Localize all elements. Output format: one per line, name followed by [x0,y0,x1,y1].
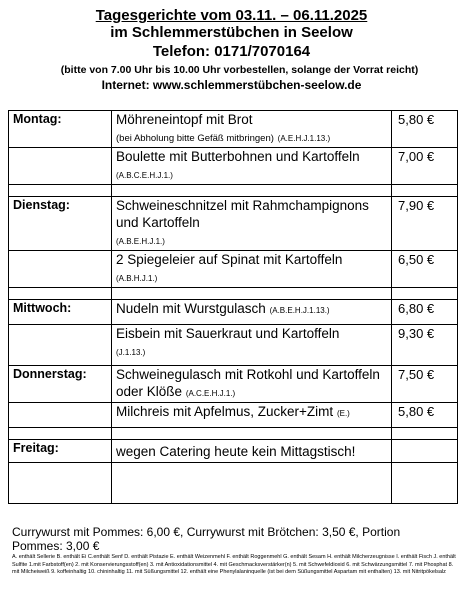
empty-cell [9,251,112,288]
extras-note: Currywurst mit Pommes: 6,00 €, Currywurst mit Brötchen: 3,50 €, Portion Pommes: 3,00 € [12,525,401,553]
spacer-row [9,428,458,440]
dish-cell [112,325,392,366]
order-note: (bitte von 7.00 Uhr bis 10.00 Uhr vorbestellen, solange der Vorrat reicht) [60,64,419,76]
dish-price: 5,80 € [392,111,458,148]
dish-name: Eisbein mit Sauerkraut und Kartoffeln [116,326,340,341]
dish-cell [112,300,392,325]
dish-cell [112,197,392,251]
menu-title: Tagesgerichte vom 03.11. – 06.11.2025 [95,7,368,24]
dish-price: 7,90 € [392,197,458,251]
spacer-row [9,463,458,504]
spacer-row [9,288,458,300]
dish-cell [112,148,392,185]
dish-name: Boulette mit Butterbohnen und Kartoffeln [116,149,360,164]
dish-price: 6,50 € [392,251,458,288]
allergen-codes: (A.B.E.H.J.1.) [116,237,165,246]
dish-cell [112,440,392,463]
dish-price: 7,00 € [392,148,458,185]
dish-name: wegen Catering heute kein Mittagstisch! [116,444,356,459]
dish-price: 9,30 € [392,325,458,366]
table-row [9,325,458,366]
dish-name: 2 Spiegeleier auf Spinat mit Kartoffeln [116,252,343,267]
table-row [9,440,458,463]
dish-note: (bei Abholung bitte Gefäß mitbringen) [116,133,274,144]
empty-cell [9,325,112,366]
empty-cell [9,148,112,185]
phone-number: Telefon: 0171/7070164 [152,43,311,60]
day-label: Mittwoch: [9,300,112,325]
table-row [9,300,458,325]
allergen-legend: A. enthält Sellerie B. enthält Ei C.enthält Senf D. enthält Pistazie E. enthält Weizenmehl F. enthält Roggenmehl G. enthält Sesam H. enthält Milcherzeugnisse I. enthält Fisch J. enthält Sulfite 1.mit Farbstoff(en) 2. mit Konservierungsstoff(en) 3. mit Antioxidationsmittel 4. mit Geschmacksverstärker(n) 5. mit Schwefeldioxid 6. mit Schwärzungsmittel 7. mit Phosphat 8. mit Milcheiweiß 9. koffeinhaltig 10. chininhaltig 11. mit Süßungsmittel 12. enthält eine Phenylalaninquelle (ist bei dem Süßungsmittel Aspartam mit enthalten) 13. mit Nitritpökelsalz [12,554,456,575]
restaurant-name: im Schlemmerstübchen in Seelow [110,24,353,41]
allergen-codes: (A.B.H.J.1.) [116,274,158,283]
allergen-codes: (J.1.13.) [116,348,146,357]
dish-cell [112,403,392,428]
dish-price: 6,80 € [392,300,458,325]
dish-price: 5,80 € [392,403,458,428]
dish-name: Schweinegulasch mit Rotkohl und Kartoffeln oder Klöße [116,367,380,399]
table-row [9,251,458,288]
empty-cell [9,403,112,428]
allergen-codes: (A.B.C.E.H.J.1.) [116,171,173,180]
dish-cell [112,366,392,403]
dish-price: 7,50 € [392,366,458,403]
dish-cell [112,111,392,148]
dish-name: Schweineschnitzel mit Rahmchampignons und Kartoffeln [116,198,369,230]
menu-table [8,110,458,504]
allergen-codes: (A.C.E.H.J.1.) [185,389,236,398]
day-label: Freitag: [9,440,112,463]
empty-cell [392,440,458,463]
spacer-row [9,185,458,197]
allergen-codes: (A.E.H.J.1.13.) [277,134,331,143]
table-row [9,148,458,185]
table-row [9,403,458,428]
dish-name: Milchreis mit Apfelmus, Zucker+Zimt [116,404,334,419]
table-row [9,197,458,251]
day-label: Montag: [9,111,112,148]
dish-name: Nudeln mit Wurstgulasch [116,301,266,316]
allergen-codes: (A.B.E.H.J.1.13.) [269,306,330,315]
day-label: Donnerstag: [9,366,112,403]
dish-name: Möhreneintopf mit Brot [116,112,253,127]
website: Internet: www.schlemmerstübchen-seelow.de [101,78,362,92]
day-label: Dienstag: [9,197,112,251]
dish-cell [112,251,392,288]
allergen-codes: (E.) [336,409,350,418]
table-row [9,366,458,403]
table-row [9,111,458,148]
